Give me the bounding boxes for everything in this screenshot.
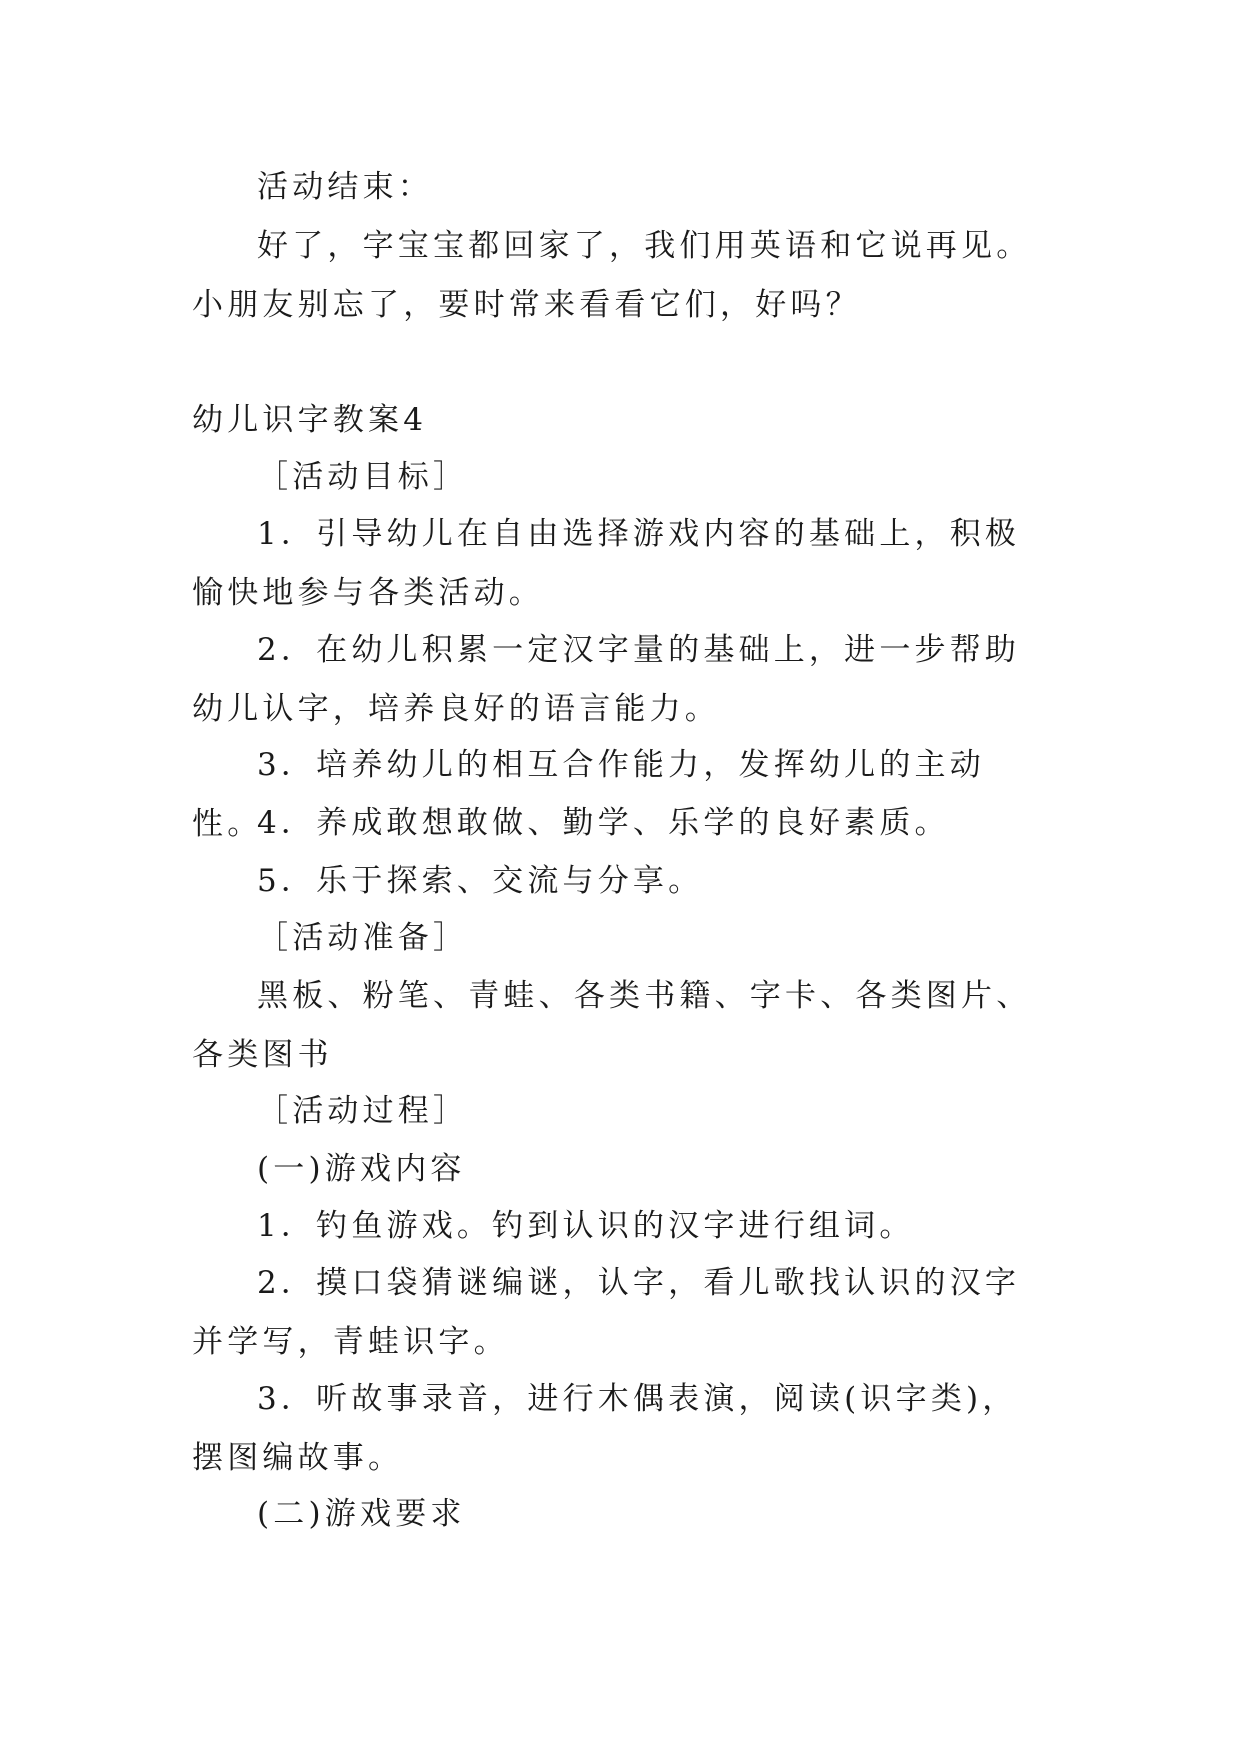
goal-item: 5．乐于探索、交流与分享。: [257, 863, 704, 899]
goal-item: 1．引导幼儿在自由选择游戏内容的基础上，积极愉快地参与各类活动。: [192, 516, 1021, 611]
section-item: 2．摸口袋猜谜编谜，认字，看儿歌找认识的汉字并学写，青蛙识字。: [192, 1265, 1021, 1360]
prep-text: 黑板、粉笔、青蛙、各类书籍、字卡、各类图片、各类图书: [192, 978, 1032, 1073]
process-header: ［活动过程］: [257, 1093, 469, 1129]
section-item: 3．听故事录音，进行木偶表演，阅读(识字类)，摆图编故事。: [192, 1381, 1018, 1476]
activity-end-text: 好了，字宝宝都回家了，我们用英语和它说再见。小朋友别忘了，要时常来看看它们，好吗？: [192, 228, 1032, 323]
plan-title: 幼儿识字教案4: [192, 402, 428, 438]
goal-item: 2．在幼儿积累一定汉字量的基础上，进一步帮助幼儿认字，培养良好的语言能力。: [192, 632, 1021, 727]
goal-item: 3．培养幼儿的相互合作能力，发挥幼儿的主动性。: [192, 747, 985, 842]
section-title: (二)游戏要求: [257, 1496, 466, 1532]
goals-header: ［活动目标］: [257, 459, 469, 495]
goal-item: 4．养成敢想敢做、勤学、乐学的良好素质。: [257, 805, 950, 841]
section-item: 1．钓鱼游戏。钓到认识的汉字进行组词。: [257, 1208, 915, 1244]
section-title: (一)游戏内容: [257, 1151, 466, 1187]
activity-end-label: 活动结束：: [257, 169, 433, 205]
prep-header: ［活动准备］: [257, 920, 469, 956]
